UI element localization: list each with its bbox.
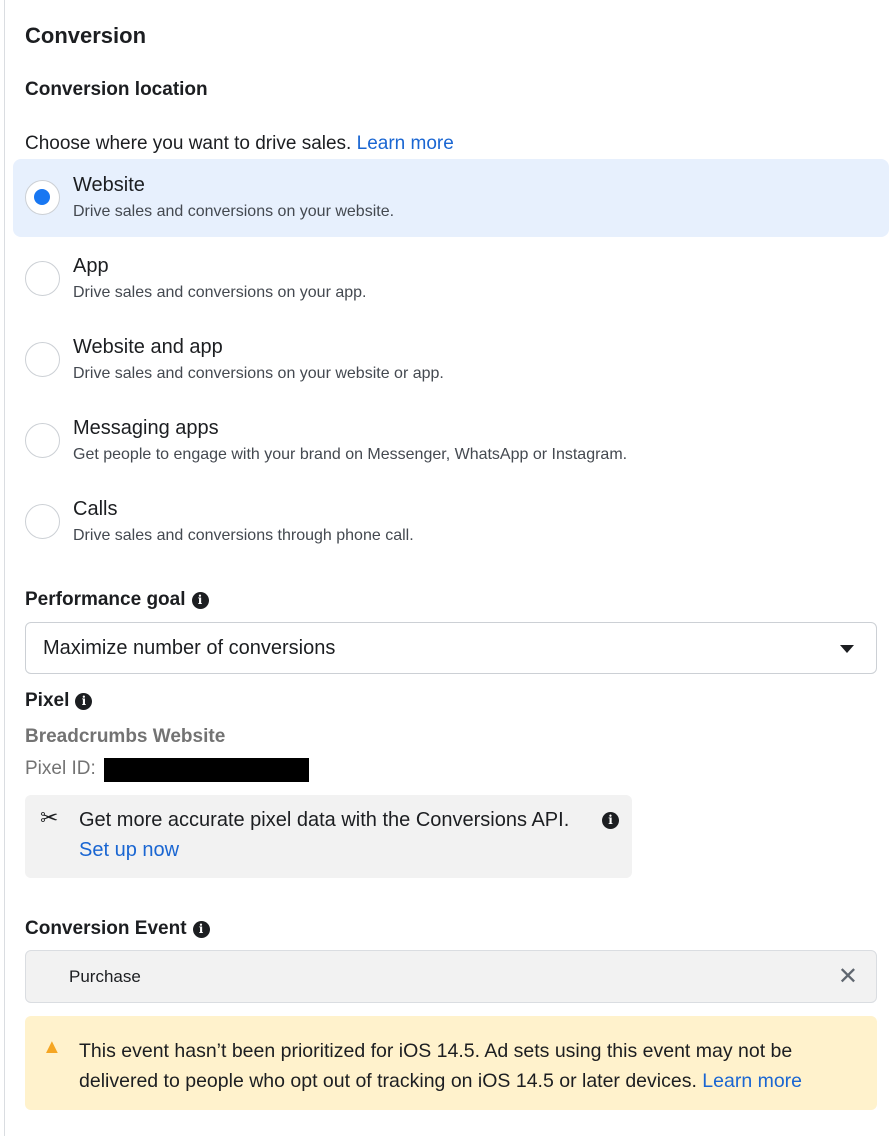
option-label: App bbox=[73, 255, 109, 277]
option-desc: Drive sales and conversions through phone call. bbox=[73, 527, 414, 544]
option-app[interactable] bbox=[13, 240, 889, 318]
caret-down-icon bbox=[840, 645, 854, 653]
capi-text: Get more accurate pixel data with the Conversions API. bbox=[79, 809, 570, 831]
learn-more-link[interactable]: Learn more bbox=[356, 133, 454, 154]
option-calls[interactable] bbox=[13, 483, 889, 561]
performance-goal-label: Performance goal bbox=[25, 589, 186, 610]
conversion-event-field[interactable] bbox=[25, 950, 877, 1003]
option-website-and-app[interactable] bbox=[13, 321, 889, 399]
conversion-location-heading: Conversion location bbox=[25, 79, 208, 100]
pixel-id-label: Pixel ID: bbox=[25, 758, 96, 779]
option-messaging-apps[interactable] bbox=[13, 402, 889, 480]
performance-goal-heading bbox=[25, 589, 209, 611]
section-title: Conversion bbox=[25, 23, 147, 48]
option-label: Website and app bbox=[73, 336, 223, 358]
clear-icon[interactable]: ✕ bbox=[837, 963, 858, 990]
warning-learn-more-link[interactable]: Learn more bbox=[702, 1070, 803, 1092]
panel-border bbox=[4, 0, 5, 1136]
option-desc: Drive sales and conversions on your website or app. bbox=[73, 365, 444, 382]
ios-warning-banner bbox=[25, 1016, 877, 1110]
performance-goal-dropdown[interactable] bbox=[25, 622, 877, 674]
option-label: Messaging apps bbox=[73, 417, 219, 439]
info-icon[interactable]: i bbox=[193, 921, 210, 938]
warning-icon: ▲ bbox=[42, 1036, 62, 1058]
intro-label: Choose where you want to drive sales. bbox=[25, 133, 352, 154]
option-desc: Get people to engage with your brand on Messenger, WhatsApp or Instagram. bbox=[73, 446, 628, 463]
tools-icon: ✂ bbox=[40, 805, 59, 830]
set-up-now-link[interactable]: Set up now bbox=[79, 839, 180, 861]
conversion-event-value: Purchase bbox=[69, 967, 141, 986]
pixel-id-redacted bbox=[104, 758, 309, 782]
option-desc: Drive sales and conversions on your app. bbox=[73, 284, 367, 301]
intro-text bbox=[25, 133, 454, 155]
radio-website-and-app[interactable] bbox=[25, 342, 60, 377]
conversion-event-label: Conversion Event bbox=[25, 918, 187, 939]
info-icon[interactable]: i bbox=[192, 592, 209, 609]
conversion-event-heading bbox=[25, 918, 210, 940]
warning-message: This event hasn’t been prioritized for iOS 14.5. Ad sets using this event may not be delivered to people who opt out of tracking on iOS 14.5 or later devices. bbox=[79, 1040, 793, 1092]
conversions-api-banner bbox=[25, 795, 632, 878]
radio-calls[interactable] bbox=[25, 504, 60, 539]
radio-messaging-apps[interactable] bbox=[25, 423, 60, 458]
performance-goal-value: Maximize number of conversions bbox=[43, 637, 336, 659]
info-icon[interactable]: i bbox=[602, 812, 619, 829]
pixel-name: Breadcrumbs Website bbox=[25, 726, 226, 747]
option-website[interactable] bbox=[13, 159, 889, 237]
warning-text bbox=[79, 1036, 869, 1096]
radio-website[interactable] bbox=[25, 180, 60, 215]
option-label: Calls bbox=[73, 498, 118, 520]
option-label: Website bbox=[73, 174, 145, 196]
radio-app[interactable] bbox=[25, 261, 60, 296]
option-desc: Drive sales and conversions on your website. bbox=[73, 203, 395, 220]
info-icon[interactable]: i bbox=[75, 693, 92, 710]
pixel-label: Pixel bbox=[25, 690, 70, 711]
pixel-heading bbox=[25, 690, 92, 712]
